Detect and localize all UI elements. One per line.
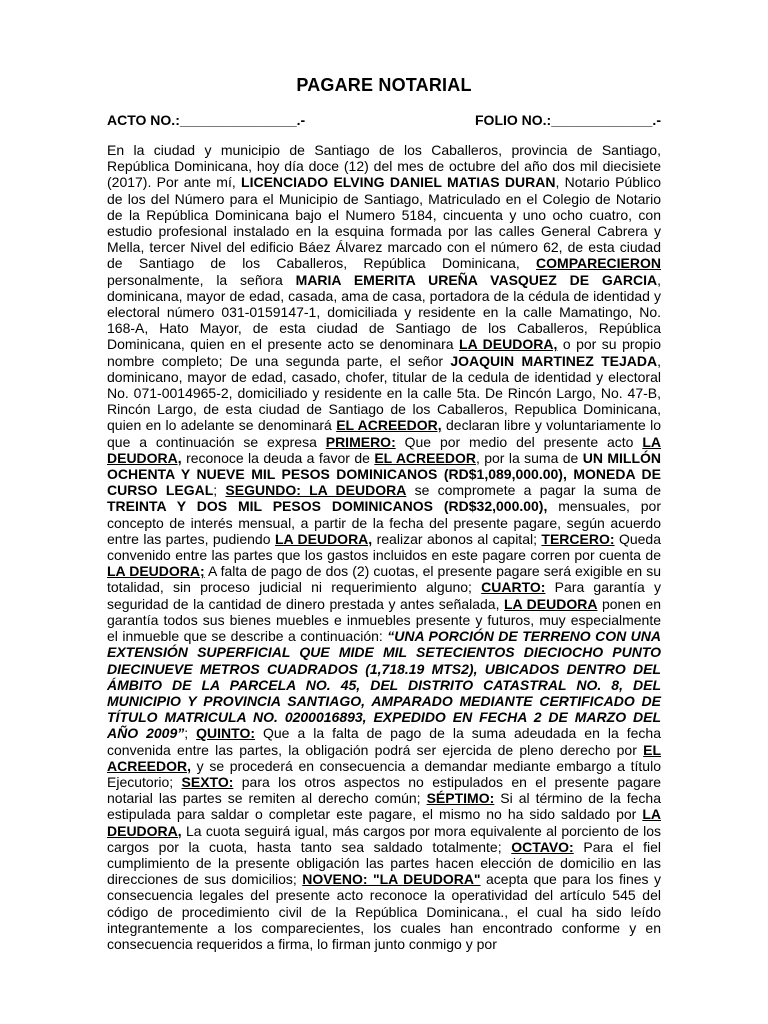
body-text-segment: , Notario Público de los del Número para el Municipio de Santiago, Matriculado en el Colegio de Notario de la República Dominicana bajo el Numero 5184, cincuenta y uno ocho cuatro, con estudio profesional instalado en la esquina formada por las calles General Cabrera y Mella, tercer Nivel del edificio Báez Álvarez marcado con el número 62, de esta ciudad de Santiago de los Caballeros, República Dominicana,: [107, 174, 661, 272]
body-text-segment: reconoce la deuda a favor de: [181, 449, 375, 466]
body-text-segment: A falta de pago de dos (2) cuotas, el presente pagare será exigible en su totalidad, sin proceso judicial ni requerimiento alguno;: [107, 563, 661, 596]
emphasized-text-segment: “UNA PORCIÓN DE TERRENO CON UNA EXTENSIÓN SUPERFICIAL QUE MIDE MIL SETECIENTOS DIECIOCHO PUNTO DIECINUEVE METROS CUADRADOS (1,718.19 MTS2), UBICADOS DENTRO DEL ÁMBITO DE LA PARCELA NO. 45, DEL DISTRITO CATASTRAL NO. 8, DEL MUNICIPIO Y PROVINCIA SANTIAGO, AMPARADO MEDIANTE CERTIFICADO DE TÍTULO MATRICULA NO. 0200016893, EXPEDIDO EN FECHA 2 DE MARZO DEL AÑO 2009”: [107, 628, 662, 742]
emphasized-text-segment: SEXTO:: [181, 773, 234, 790]
emphasized-text-segment: MARIA EMERITA UREÑA VASQUEZ DE GARCIA: [295, 271, 658, 288]
body-text-segment: ;: [184, 725, 197, 742]
emphasized-text-segment: PRIMERO:: [325, 433, 396, 450]
folio-number-label: FOLIO NO.:_____________.-: [475, 112, 661, 128]
emphasized-text-segment: LA DEUDORA,: [459, 336, 558, 353]
emphasized-text-segment: CUARTO:: [481, 579, 546, 596]
acto-number-label: ACTO NO.:_______________.-: [107, 112, 306, 128]
body-text-segment: personalmente, la señora: [107, 271, 296, 288]
body-text-segment: Queda convenido entre las partes que los gastos incluidos en este pagare corren por cuenta de: [107, 530, 662, 564]
document-title: PAGARE NOTARIAL: [296, 75, 472, 95]
act-folio-line: [107, 110, 661, 130]
emphasized-text-segment: NOVENO: "LA DEUDORA": [302, 871, 481, 888]
emphasized-text-segment: TREINTA Y DOS MIL PESOS DOMINICANOS (RD$32,000.00),: [107, 498, 548, 515]
emphasized-text-segment: JOAQUIN MARTINEZ TEJADA: [450, 352, 658, 369]
body-text-segment: Que por medio del presente acto: [395, 433, 643, 450]
emphasized-text-segment: TERCERO:: [541, 530, 615, 547]
body-text-segment: acepta que para los fines y consecuencia legales del presente acto reconoce la operatividad del artículo 545 del código de procedimiento civil de la República Dominicana., el cual ha sido leído integrantemente a los comparecientes, los cuales han encontrado conforme y en consecuencia requeridos a firma, lo firman junto conmigo y por: [107, 871, 661, 952]
body-text-segment: declaran libre y voluntariamente lo que a continuación se expresa: [107, 417, 661, 450]
emphasized-text-segment: LA DEUDORA,: [107, 433, 661, 466]
body-text-segment: se compromete a pagar la suma de: [406, 482, 662, 499]
body-text-segment: Para el fiel cumplimiento de la presente obligación las partes hacen elección de domicilio en las direcciones de sus domicilios;: [107, 838, 661, 888]
body-text-segment: realizar abonos al capital;: [372, 530, 542, 547]
emphasized-text-segment: UN MILLÓN OCHENTA Y NUEVE MIL PESOS DOMINICANOS (RD$1,089,000.00), MONEDA DE CURSO LEGAL: [107, 449, 662, 499]
body-text-segment: para los otros aspectos no estipulados en el presente pagare notarial las partes se remiten al derecho común;: [107, 773, 661, 807]
emphasized-text-segment: COMPARECIERON: [536, 255, 661, 272]
emphasized-text-segment: LA DEUDORA,: [274, 530, 373, 547]
body-text-segment: En la ciudad y municipio de Santiago de los Caballeros, provincia de Santiago, República Dominicana, hoy día doce (12) del mes de octubre del año dos mil diecisiete (2017). Por ante mí,: [107, 142, 661, 191]
body-text-segment: Para garantía y seguridad de la cantidad de dinero prestada y antes señalada,: [107, 579, 661, 612]
emphasized-text-segment: SÉPTIMO:: [426, 790, 495, 807]
body-text-segment: , dominicano, mayor de edad, casado, chofer, titular de la cedula de identidad y electoral No. 071-0014965-2, domiciliado y residente en la calle 5ta. De Rincón Largo, No. 47-B, Rincón Largo, de esta ciudad de Santiago de los Caballeros, Republica Dominicana, quien en lo adelante se denominará: [107, 352, 661, 434]
emphasized-text-segment: LA DEUDORA;: [107, 563, 205, 580]
body-text-segment: mensuales, por concepto de interés mensual, a partir de la fecha del presente pagare, según acuerdo entre las partes, pudiendo: [107, 498, 661, 547]
emphasized-text-segment: SEGUNDO: LA DEUDORA: [225, 482, 407, 499]
body-text-segment: ;: [213, 482, 226, 499]
body-text-segment: ponen en garantía todos sus bienes muebles e inmuebles presente y futuros, muy especialmente el inmueble que se describe a continuación:: [107, 595, 661, 645]
body-text-segment: o por su propio nombre completo; De una segunda parte, el señor: [107, 336, 661, 369]
body-text-segment: y se procederá en consecuencia a demandar mediante embargo a título Ejecutorio;: [107, 757, 661, 790]
body-text-segment: , por la suma de: [475, 449, 583, 466]
emphasized-text-segment: EL ACREEDOR,: [336, 417, 442, 434]
emphasized-text-segment: LICENCIADO ELVING DANIEL MATIAS DURAN: [241, 174, 556, 191]
emphasized-text-segment: EL ACREEDOR: [374, 449, 476, 466]
body-text-segment: Si al término de la fecha estipulada para saldar o completar este pagare, el mismo no ha sido saldado por: [107, 790, 661, 823]
body-text-segment: Que a la falta de pago de la suma adeudada en la fecha convenida entre las partes, la obligación podrá ser ejercida de pleno derecho por: [107, 725, 661, 758]
emphasized-text-segment: LA DEUDORA: [504, 595, 598, 612]
emphasized-text-segment: EL ACREEDOR,: [107, 741, 661, 774]
body-text-segment: La cuota seguirá igual, más cargos por mora equivalente al porciento de los cargos por la cuota, hasta tanto sea saldado totalmente;: [107, 822, 661, 855]
body-text-segment: , dominicana, mayor de edad, casada, ama de casa, portadora de la cédula de identidad y electoral número 031-0159147-1, domiciliada y residente en la calle Mamatingo, No. 168-A, Hato Mayor, de esta ciudad de Santiago de los Caballeros, República Dominicana, quien en el presente acto se denominara: [107, 271, 661, 353]
emphasized-text-segment: LA DEUDORA,: [107, 806, 661, 839]
emphasized-text-segment: OCTAVO:: [511, 838, 574, 855]
document-body: [107, 142, 661, 952]
emphasized-text-segment: QUINTO:: [196, 725, 256, 742]
